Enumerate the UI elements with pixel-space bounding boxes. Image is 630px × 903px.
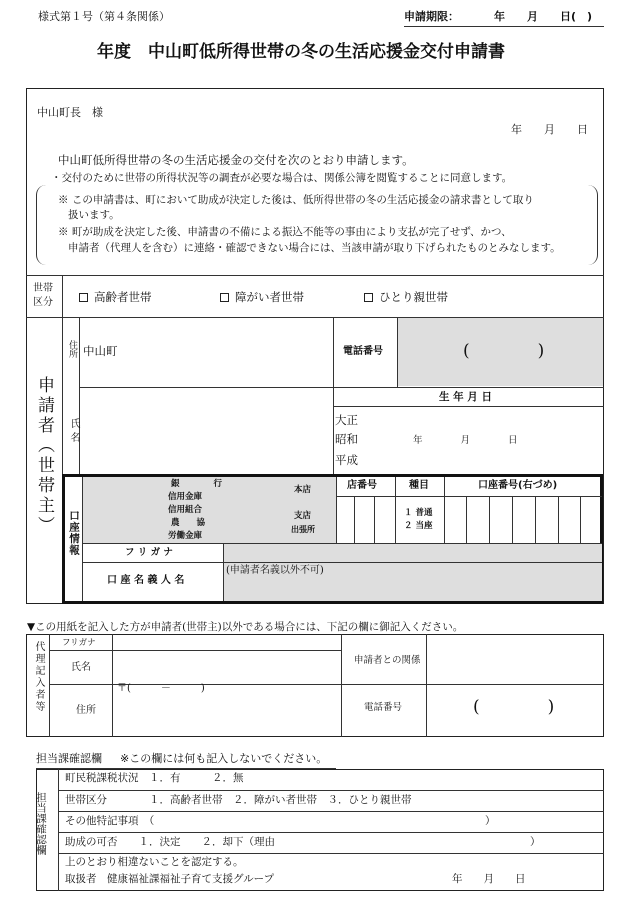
bank-type-nokyo: 農 協 <box>171 518 206 528</box>
phone-parens: ( ) <box>463 341 545 361</box>
note-1-line-2: 扱います。 <box>68 209 120 221</box>
account-kind-label: 種目 <box>409 480 429 491</box>
deadline-label: 申請期限： <box>404 10 459 23</box>
deadline-underline <box>404 26 604 27</box>
furigana-field[interactable] <box>224 544 602 562</box>
checkbox-icon <box>364 293 373 302</box>
agent-phone-label: 電話番号 <box>364 702 403 713</box>
page-title: 年度 中山町低所得世帯の冬の生活応援金交付申請書 <box>97 42 505 62</box>
bank-type-rokin: 労働金庫 <box>168 531 203 541</box>
application-date: 年 月 日 <box>511 123 588 136</box>
birth-label: 生 年 月 日 <box>439 391 492 403</box>
furigana-label: フ リ ガ ナ <box>125 547 173 558</box>
bank-type-shinkin: 信用金庫 <box>168 492 203 502</box>
office-row-household: 世帯区分 １．高齢者世帯 ２．障がい者世帯 ３．ひとり親世帯 <box>65 794 412 806</box>
branch-shiten: 支店 <box>294 511 312 521</box>
office-row-notes-end: ） <box>485 815 496 827</box>
address-label: 住所 <box>67 340 77 358</box>
intro-text: 中山町低所得世帯の冬の生活応援金の交付を次のとおり申請します。 <box>58 153 414 167</box>
office-row-handler: 取扱者 健康福祉課福祉子育て支援グループ <box>65 873 275 885</box>
household-option-single-parent[interactable]: ひとり親世帯 <box>364 292 448 304</box>
office-row-handler-date: 年 月 日 <box>452 873 526 885</box>
note-2-line-1: ※ 町が助成を決定した後、申請書の不備による振込不能等の事由により支払が完了せず、かつ、 <box>58 226 512 238</box>
office-row-decision-end: ） <box>530 836 541 848</box>
address-value[interactable]: 中山町 <box>83 344 118 358</box>
era-showa[interactable]: 昭和 <box>335 432 358 446</box>
agent-address-label: 住所 <box>76 705 96 716</box>
account-holder-note: (申請者名義以外不可) <box>226 565 324 576</box>
agent-postal[interactable]: 〒( － ) <box>117 683 205 694</box>
office-row-certify: 上のとおり相違ないことを認定する。 <box>65 856 244 868</box>
account-kind-ordinary[interactable]: １ 普通 <box>404 508 433 518</box>
office-section-title: 担当課確認欄 ※この欄には何も記入しないでください。 <box>36 752 328 765</box>
note-1-line-1: ※ この申請書は、町において助成が決定した後は、低所得世帯の冬の生活応援金の請求書として取り <box>58 194 534 206</box>
agent-name-label: 氏名 <box>71 662 91 673</box>
agent-vertical-label: 代理記入者等 <box>33 641 44 713</box>
deadline-date: 年 月 日( ) <box>494 10 593 23</box>
name-field[interactable] <box>80 388 332 476</box>
applicant-vertical-label: 申請者（世帯主） <box>34 376 54 536</box>
bank-vertical-label: 口座情報 <box>68 510 80 556</box>
branch-number-label: 店番号 <box>347 480 377 491</box>
agent-relation-label: 申請者との関係 <box>354 655 421 666</box>
agent-furigana-label: フリガナ <box>62 638 96 648</box>
office-row-decision: 助成の可否 １．決定 ２．却下（理由 <box>65 836 275 848</box>
consent-text: ・交付のために世帯の所得状況等の調査が必要な場合は、関係公簿を閲覧することに同意します。 <box>51 172 513 184</box>
bank-type-kumiai: 信用組合 <box>168 505 203 515</box>
branch-honten: 本店 <box>294 485 312 495</box>
agent-phone-parens: ( ) <box>473 697 555 717</box>
note-2-line-2: 申請者（代理人を含む）に連絡・確認できない場合には、当該申請が取り下げられたものとみなします。 <box>68 242 561 254</box>
household-option-disabled[interactable]: 障がい者世帯 <box>220 292 304 304</box>
office-row-tax: 町民税課税状況 １．有 ２．無 <box>65 772 244 784</box>
account-number-label: 口座番号(右づめ) <box>478 480 558 491</box>
era-taisho[interactable]: 大正 <box>335 413 358 427</box>
addressee: 中山町長 様 <box>37 106 103 119</box>
branch-shucchojo: 出張所 <box>291 525 315 534</box>
household-option-elderly[interactable]: 高齢者世帯 <box>79 292 152 304</box>
era-heisei[interactable]: 平成 <box>335 453 358 467</box>
account-kind-current[interactable]: ２ 当座 <box>404 521 433 531</box>
bank-type-bank: 銀 行 <box>171 479 223 489</box>
name-label: 氏名 <box>68 418 79 446</box>
form-number: 様式第１号（第４条関係） <box>38 10 170 23</box>
birth-ymd: 年 月 日 <box>413 435 518 446</box>
phone-label: 電話番号 <box>343 346 383 357</box>
household-label: 世帯区分 <box>33 283 53 308</box>
office-vertical-label: 担当課確認欄 <box>35 792 47 855</box>
account-holder-label: 口 座 名 義 人 名 <box>107 575 185 586</box>
checkbox-icon <box>220 293 229 302</box>
agent-instruction: ▼この用紙を記入した方が申請者(世帯主)以外である場合には、下記の欄に御記入ください。 <box>27 621 464 633</box>
checkbox-icon <box>79 293 88 302</box>
office-row-notes: その他特記事項 （ <box>65 815 155 827</box>
